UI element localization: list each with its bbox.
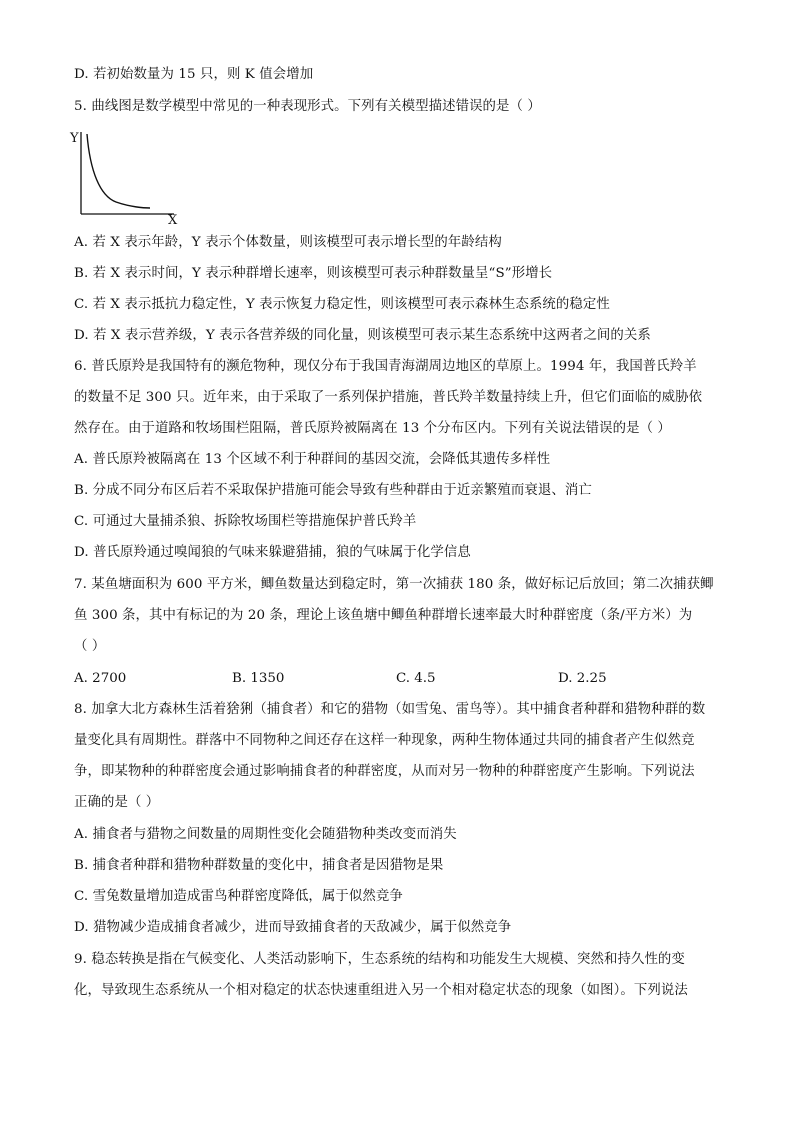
curve-figure <box>68 126 184 226</box>
q5-stem: 5. 曲线图是数学模型中常见的一种表现形式。下列有关模型描述错误的是（ ） <box>74 99 541 114</box>
q7-option-b: B. 1350 <box>232 671 285 686</box>
q6-option-b: B. 分成不同分布区后若不采取保护措施可能会导致有些种群由于近亲繁殖而衰退、消亡 <box>74 483 592 498</box>
q8-option-c: C. 雪兔数量增加造成雷鸟种群密度降低，属于似然竞争 <box>74 889 403 904</box>
q8-stem-line-1: 8. 加拿大北方森林生活着猞猁（捕食者）和它的猎物（如雪兔、雷鸟等）。其中捕食者种群和猎物种群的数 <box>74 702 706 717</box>
q6-option-d: D. 普氏原羚通过嗅闻狼的气味来躲避猎捕，狼的气味属于化学信息 <box>74 545 471 560</box>
q6-option-a: A. 普氏原羚被隔离在 13 个区域不利于种群间的基因交流，会降低其遗传多样性 <box>74 452 551 467</box>
q6-stem-line-2: 的数量不足 300 只。近年来，由于采取了一系列保护措施，普氏羚羊数量持续上升，但它们面临的威胁依 <box>74 390 703 405</box>
y-axis-label: Y <box>70 131 79 146</box>
q7-answer-blank: （ ） <box>74 639 106 654</box>
q5-option-a: A. 若 X 表示年龄，Y 表示个体数量，则该模型可表示增长型的年龄结构 <box>74 235 502 250</box>
q9-stem-line-2: 化，导致现生态系统从一个相对稳定的状态快速重组进入另一个相对稳定状态的现象（如图）。下列说法 <box>74 983 688 998</box>
q7-stem-line-1: 7. 某鱼塘面积为 600 平方米，鲫鱼数量达到稳定时，第一次捕获 180 条，做好标记后放回；第二次捕获鲫 <box>74 577 714 592</box>
q6-stem-line-3: 然存在。由于道路和牧场围栏阻隔，普氏原羚被隔离在 13 个分布区内。下列有关说法错误的是（ ） <box>74 421 671 436</box>
q8-option-b: B. 捕食者种群和猎物种群数量的变化中，捕食者是因猎物是果 <box>74 858 444 873</box>
q7-stem-line-2: 鱼 300 条，其中有标记的为 20 条，理论上该鱼塘中鲫鱼种群增长速率最大时种群密度（条/平方米）为 <box>74 608 693 623</box>
curve-figure-svg <box>68 126 184 226</box>
q5-option-d: D. 若 X 表示营养级，Y 表示各营养级的同化量，则该模型可表示某生态系统中这两者之间的关系 <box>74 328 651 343</box>
decreasing-curve <box>87 134 150 208</box>
q7-option-d: D. 2.25 <box>558 671 607 686</box>
q8-stem-line-2: 量变化具有周期性。群落中不同物种之间还存在这样一种现象，两种生物体通过共同的捕食者产生似然竞 <box>74 733 695 748</box>
q6-option-c: C. 可通过大量捕杀狼、拆除牧场围栏等措施保护普氏羚羊 <box>74 514 417 529</box>
q6-stem-line-1: 6. 普氏原羚是我国特有的濒危物种，现仅分布于我国青海湖周边地区的草原上。1994 年，我国普氏羚羊 <box>74 359 697 374</box>
q9-stem-line-1: 9. 稳态转换是指在气候变化、人类活动影响下，生态系统的结构和功能发生大规模、突然和持久性的变 <box>74 952 685 967</box>
q8-option-d: D. 猎物减少造成捕食者减少，进而导致捕食者的天敌减少，属于似然竞争 <box>74 920 512 935</box>
q5-option-c: C. 若 X 表示抵抗力稳定性，Y 表示恢复力稳定性，则该模型可表示森林生态系统的稳定性 <box>74 297 610 312</box>
q7-option-c: C. 4.5 <box>396 671 436 686</box>
x-axis-label: X <box>168 213 178 226</box>
q5-option-b: B. 若 X 表示时间，Y 表示种群增长速率，则该模型可表示种群数量呈“S”形增长 <box>74 266 553 281</box>
q8-stem-line-3: 争，即某物种的种群密度会通过影响捕食者的种群密度，从而对另一物种的种群密度产生影响。下列说法 <box>74 764 695 779</box>
q8-stem-line-4: 正确的是（ ） <box>74 795 160 810</box>
q8-option-a: A. 捕食者与猎物之间数量的周期性变化会随猎物种类改变而消失 <box>74 827 457 842</box>
q7-option-a: A. 2700 <box>74 671 127 686</box>
q4-option-d: D. 若初始数量为 15 只，则 K 值会增加 <box>74 67 314 82</box>
